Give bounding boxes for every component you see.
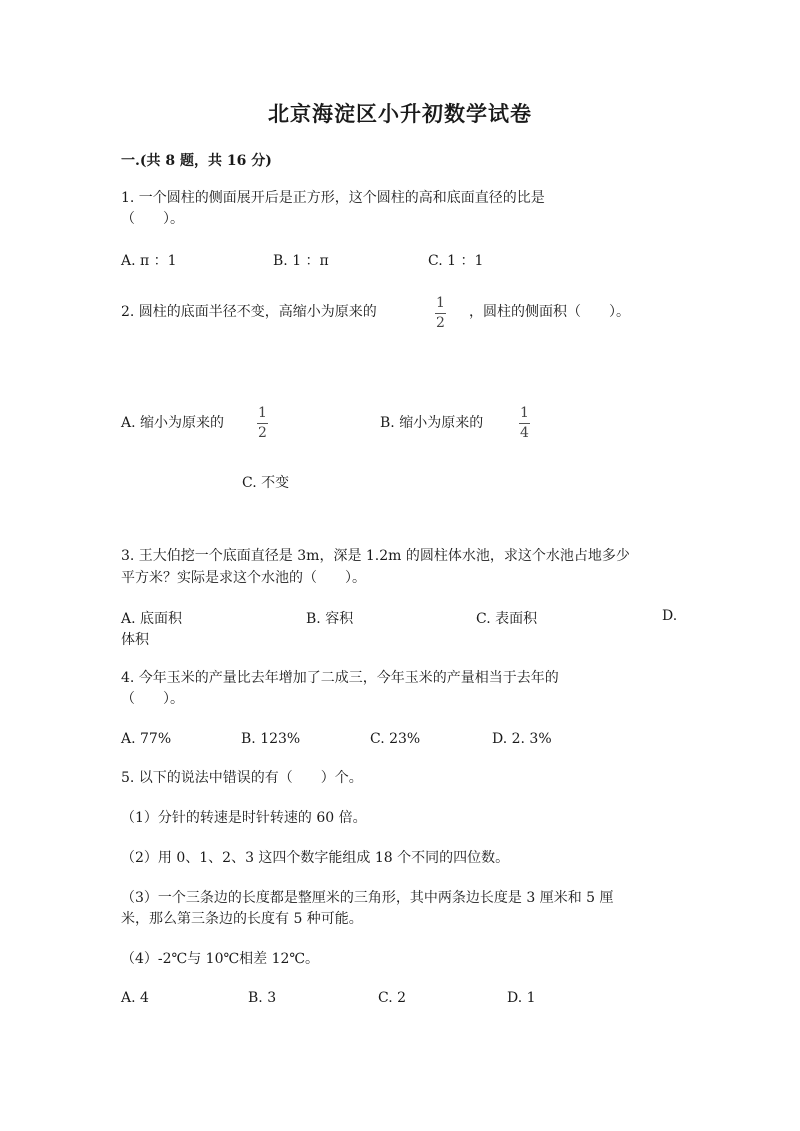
fraction-denominator: 4 [520, 425, 529, 441]
question-4-option-d: D. 2. 3% [492, 731, 552, 747]
question-1-line-1: 1. 一个圆柱的侧面展开后是正方形，这个圆柱的高和底面直径的比是 [121, 190, 545, 206]
question-3-line-2: 平方米？实际是求这个水池的（ ）。 [121, 570, 366, 586]
question-3-option-d-text: 体积 [121, 632, 149, 648]
question-2-option-c: C. 不变 [242, 475, 290, 491]
question-5-statement-3-line-1: （3）一个三条边的长度都是整厘米的三角形，其中两条边长度是 3 厘米和 5 厘 [121, 890, 614, 906]
question-2-option-a: A. 缩小为原来的 [121, 415, 225, 431]
question-2-text: 2. 圆柱的底面半径不变，高缩小为原来的 [121, 304, 377, 320]
question-5-statement-3-line-2: 米，那么第三条边的长度有 5 种可能。 [121, 911, 363, 927]
question-5-option-b: B. 3 [248, 990, 277, 1006]
fraction-numerator: 1 [436, 295, 445, 311]
question-2-fraction [435, 296, 446, 331]
question-5-statement-2: （2）用 0、1、2、3 这四个数字能组成 18 个不同的四位数。 [121, 850, 510, 866]
fraction-denominator: 2 [258, 425, 267, 441]
question-3-option-b: B. 容积 [306, 611, 354, 627]
question-2-option-b-fraction [519, 406, 530, 441]
question-3-line-1: 3. 王大伯挖一个底面直径是 3m，深是 1.2m 的圆柱体水池，求这个水池占地多少 [121, 548, 630, 564]
question-3-option-a: A. 底面积 [121, 611, 183, 627]
question-4-option-b: B. 123% [241, 731, 301, 747]
section-header: 一.(共 8 题，共 16 分) [121, 153, 272, 169]
question-5-statement-1: （1）分针的转速是时针转速的 60 倍。 [121, 810, 367, 826]
fraction-denominator: 2 [436, 315, 445, 331]
question-4-line-2: （ ）。 [121, 691, 184, 707]
page-title: 北京海淀区小升初数学试卷 [268, 101, 532, 126]
question-1-option-c: C. 1 ：1 [428, 253, 484, 269]
fraction-bar [257, 423, 268, 424]
question-5-option-a: A. 4 [121, 990, 149, 1006]
question-2-option-b: B. 缩小为原来的 [380, 415, 484, 431]
question-3-option-d: D. [662, 608, 678, 624]
question-5-option-c: C. 2 [378, 990, 407, 1006]
question-1-line-2: （ ）。 [121, 211, 184, 227]
question-5-option-d: D. 1 [507, 990, 536, 1006]
question-4-line-1: 4. 今年玉米的产量比去年增加了二成三，今年玉米的产量相当于去年的 [121, 670, 559, 686]
fraction-numerator: 1 [520, 405, 529, 421]
question-5-statement-4: （4）-2℃与 10℃相差 12℃。 [121, 951, 320, 967]
fraction-bar [435, 313, 446, 314]
question-4-option-a: A. 77% [121, 731, 172, 747]
question-1-option-a: A. π ：1 [121, 253, 177, 269]
question-2-text-after: ，圆柱的侧面积（ ）。 [469, 304, 630, 320]
question-2-option-a-fraction [257, 406, 268, 441]
question-5-line-1: 5. 以下的说法中错误的有（ ）个。 [121, 770, 363, 786]
question-1-option-b: B. 1 ：π [273, 253, 329, 269]
fraction-numerator: 1 [258, 405, 267, 421]
question-3-option-c: C. 表面积 [476, 611, 538, 627]
question-4-option-c: C. 23% [370, 731, 421, 747]
fraction-bar [519, 423, 530, 424]
